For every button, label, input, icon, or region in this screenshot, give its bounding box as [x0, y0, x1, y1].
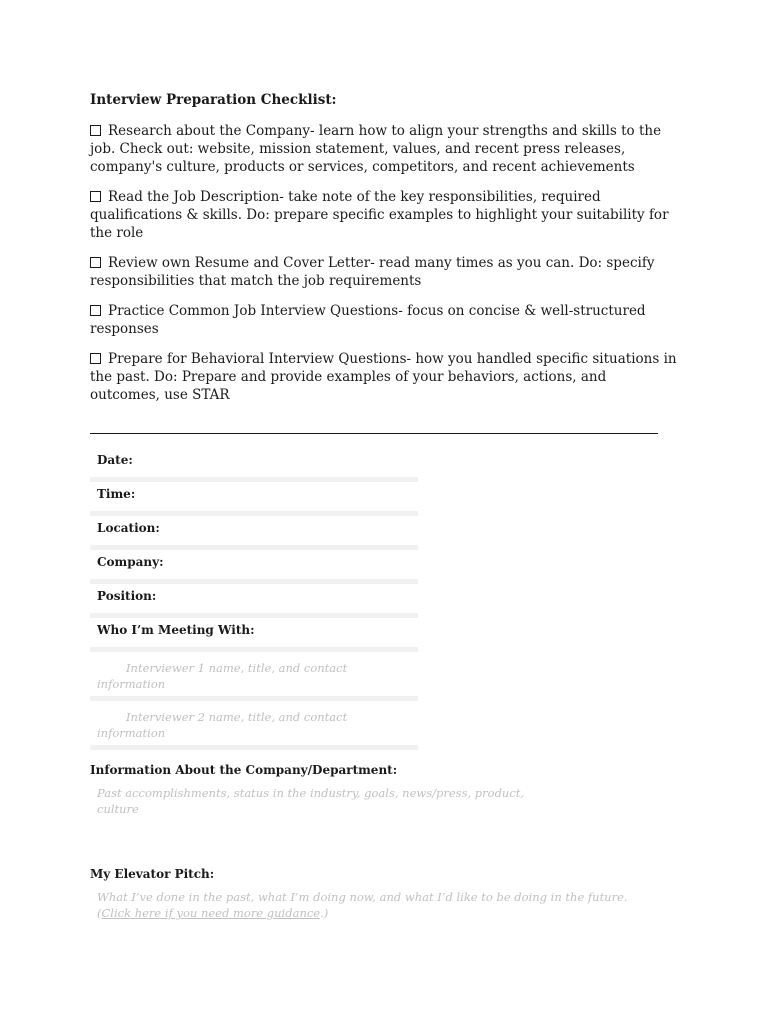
company-info-placeholder-line: culture: [97, 802, 139, 816]
interviewer-2-placeholder: Interviewer 2 name, title, and contact information: [97, 710, 348, 740]
location-label: Location:: [97, 521, 160, 535]
checklist-item: [90, 254, 680, 290]
close-paren: .): [320, 906, 329, 920]
elevator-pitch-guidance-line: [97, 905, 628, 921]
company-field[interactable]: [90, 550, 418, 584]
checkbox-icon[interactable]: [90, 125, 101, 136]
elevator-pitch-placeholder-line: What I’ve done in the past, what I’m doing now, and what I’d like to be doing in the future.: [97, 890, 628, 904]
position-label: Position:: [97, 589, 157, 603]
checklist-item: [90, 188, 680, 242]
elevator-pitch-placeholder[interactable]: [97, 889, 628, 921]
checklist-item-text: Review own Resume and Cover Letter- read many times as you can. Do: specify responsibilities that match the job requirements: [90, 255, 655, 289]
company-info-heading: Information About the Company/Department:: [90, 763, 398, 777]
checklist-item: [90, 350, 680, 404]
checklist-item-text: Research about the Company- learn how to align your strengths and skills to the job. Check out: website, mission statement, values, and recent press releases, company's culture, products or services, competitors, and recent achievements: [90, 123, 662, 175]
checklist-items: [90, 122, 680, 416]
checklist-item: [90, 302, 680, 338]
company-info-placeholder-line: Past accomplishments, status in the industry, goals, news/press, product,: [97, 786, 525, 800]
open-paren: (: [97, 906, 102, 920]
interview-details-form: [90, 448, 418, 750]
time-field[interactable]: [90, 482, 418, 516]
interviewer-1-field[interactable]: [90, 652, 418, 701]
checklist-item: [90, 122, 680, 176]
date-field[interactable]: [90, 448, 418, 482]
company-info-placeholder[interactable]: [97, 785, 524, 817]
position-field[interactable]: [90, 584, 418, 618]
meeting-with-field: [90, 618, 418, 652]
guidance-link[interactable]: Click here if you need more guidance: [101, 906, 321, 920]
interviewer-1-placeholder: Interviewer 1 name, title, and contact information: [97, 661, 348, 691]
divider-line: [90, 433, 658, 434]
checklist-item-text: Practice Common Job Interview Questions- focus on concise & well-structured responses: [90, 303, 646, 337]
time-label: Time:: [97, 487, 136, 501]
checkbox-icon[interactable]: [90, 191, 101, 202]
checklist-title: Interview Preparation Checklist:: [90, 92, 337, 108]
checklist-item-text: Read the Job Description- take note of the key responsibilities, required qualifications & skills. Do: prepare specific examples to highlight your suitability for the role: [90, 189, 669, 241]
checklist-item-text: Prepare for Behavioral Interview Questions- how you handled specific situations in the past. Do: Prepare and provide examples of your behaviors, actions, and outcomes, use STAR: [90, 351, 677, 403]
checkbox-icon[interactable]: [90, 257, 101, 268]
elevator-pitch-heading: My Elevator Pitch:: [90, 867, 215, 881]
checkbox-icon[interactable]: [90, 353, 101, 364]
meeting-with-label: Who I’m Meeting With:: [97, 623, 255, 637]
company-label: Company:: [97, 555, 164, 569]
field-underline: [90, 745, 418, 750]
interviewer-2-field[interactable]: [90, 701, 418, 750]
checkbox-icon[interactable]: [90, 305, 101, 316]
date-label: Date:: [97, 453, 133, 467]
location-field[interactable]: [90, 516, 418, 550]
